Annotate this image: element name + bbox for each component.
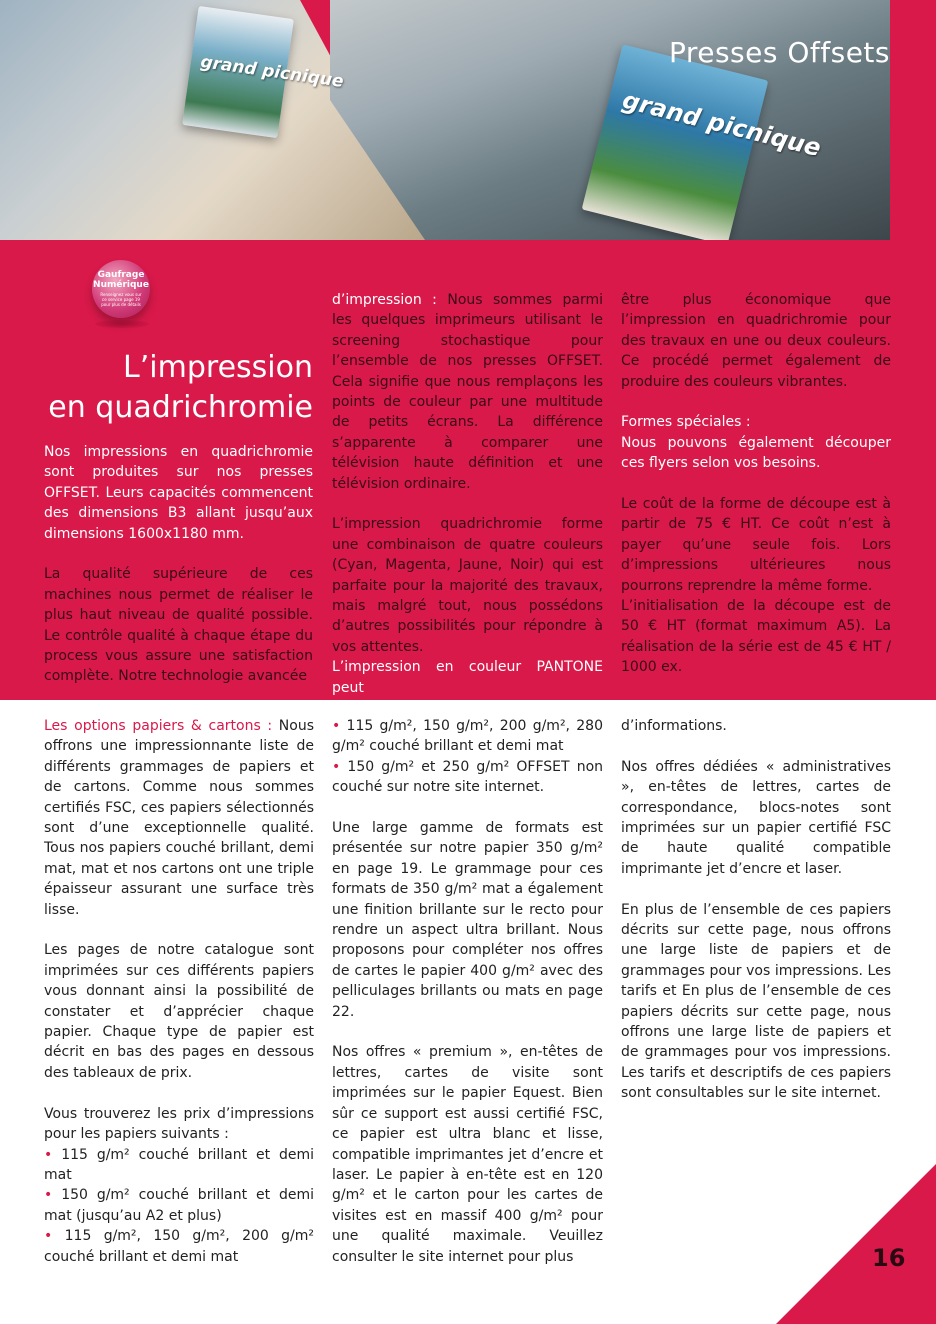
catalogue-paragraph: Les pages de notre catalogue sont imprimées sur ces différents papiers vous donnant ainsi la possibilité de constater et d’apprécier chaque papier. Chaque type de papier est décrit en bas des pages en dessous des tableaux de prix.	[44, 942, 314, 1081]
title-line2: en quadrichromie	[48, 390, 313, 425]
cutting-cost-paragraph: Le coût de la forme de découpe est à partir de 75 € HT. Ce coût n’est à payer qu’une seule fois. Lors d’impressions ultérieures nous pourrons reprendre la même forme.	[621, 496, 891, 594]
badge-small-text: Renseignez vous sur ce service page 19 pour plus de détails	[100, 292, 142, 307]
column-2-white	[332, 716, 603, 1267]
title-line1: L’impression	[123, 350, 313, 385]
badge-line1: Gaufrage	[97, 270, 145, 280]
photo-left-caption: grand picnique	[199, 52, 345, 92]
quadri-paragraph: L’impression quadrichromie forme une combinaison de quatre couleurs (Cyan, Magenta, Jaune, Noir) qui est parfaite pour la majorité des travaux, mais malgré tout, nous possédons d’autres possibilités pour répondre à vos attentes.	[332, 516, 603, 655]
prices-intro: Vous trouverez les prix d’impressions pour les papiers suivants :	[44, 1105, 314, 1143]
badge-shadow	[95, 320, 149, 328]
premium-paragraph: Nos offres « premium », en-têtes de lettres, cartes de visite sont imprimées sur le papier Equest. Bien sûr ce support est aussi certifié FSC, ce papier est ultra blanc et lisse, compatible imprimantes jet d’encre et laser. Le papier à en-tête est en 120 g/m² et le carton pour les cartes de visites est en massif 400 g/m² pour une qualité maximale. Veuillez consulter le site internet pour plus	[332, 1044, 603, 1265]
paper-bullet	[44, 1185, 314, 1226]
more-papers-paragraph: En plus de l’ensemble de ces papiers décrits sur cette page, nous offrons une large liste de papiers et de grammages pour vos impressions. Les tarifs et En plus de l’ensemble de ces papiers décrits sur cette page, nous offrons une large liste de papiers et de grammages pour vos impressions. Les tarifs et descriptifs de ces papiers sont consultables sur le site internet.	[621, 901, 891, 1102]
column-1-red	[44, 442, 313, 687]
screening-lead: d’impression :	[332, 292, 437, 308]
pantone-continued: être plus économique que l’impression en quadrichromie pour des travaux en une ou deux couleurs. Ce procédé permet également de produire des couleurs vibrantes.	[621, 292, 891, 390]
page-number: 16	[872, 1244, 906, 1272]
bullet-icon: •	[44, 1146, 53, 1163]
paper-bullet	[332, 757, 603, 798]
pantone-paragraph: L’impression en couleur PANTONE peut	[332, 659, 603, 696]
badge-line2: Numérique	[93, 280, 149, 290]
bullet-text: 115 g/m² couché brillant et demi mat	[44, 1146, 315, 1183]
bullet-text: 115 g/m², 150 g/m², 200 g/m², 280 g/m² couché brillant et demi mat	[332, 718, 604, 755]
column-1-white	[44, 716, 314, 1267]
paper-bullet	[44, 1145, 314, 1186]
photo-right-caption: grand picnique	[619, 85, 824, 163]
column-3-white	[621, 716, 891, 1104]
paper-options-text: Nous offrons une impressionnante liste de différents grammages de papiers et de cartons. Comme nous sommes certifiés FSC, ces papiers sélectionnés sont d’une exceptionnelle qualité. Tous nos papiers couché brillant, demi mat, mat et nos cartons ont une triple épaisseur assurant une surface très lisse.	[44, 718, 314, 918]
administrative-paragraph: Nos offres dédiées « administratives », en-têtes de lettres, cartes de correspondance, blocs-notes sont imprimées sur un papier certifié FSC de haute qualité compatible imprimante jet d’encre et laser.	[621, 758, 891, 877]
paper-options-lead: Les options papiers & cartons :	[44, 718, 273, 734]
corner-decoration	[776, 1164, 936, 1324]
intro-paragraph: Nos impressions en quadrichromie sont produites sur nos presses OFFSET. Leurs capacités commencent des dimensions B3 allant jusqu’aux dimensions 1600x1180 mm.	[44, 444, 313, 542]
formats-paragraph: Une large gamme de formats est présentée sur notre papier 350 g/m² en page 19. Le grammage pour ces formats de 350 g/m² mat a également une finition brillante sur le recto pour rendre un aspect ultra brillant. Nous proposons pour compléter nos offres de cartes le papier 400 g/m² avec des pelliculages brillants ou mats en page 22.	[332, 820, 603, 1020]
gaufrage-badge	[92, 260, 150, 318]
bullet-text: 115 g/m², 150 g/m², 200 g/m² couché brillant et demi mat	[44, 1228, 314, 1265]
cutting-init-paragraph: L’initialisation de la découpe est de 50 € HT (format maximum A5). La réalisation de la série est de 45 € HT / 1000 ex.	[621, 598, 891, 676]
bullet-text: 150 g/m² couché brillant et demi mat (jusqu’au A2 et plus)	[44, 1187, 315, 1224]
informations-text: d’informations.	[621, 718, 727, 734]
bullet-icon: •	[332, 758, 341, 775]
page-title	[44, 348, 313, 428]
bullet-icon: •	[44, 1187, 53, 1204]
paper-bullet	[44, 1226, 314, 1267]
bullet-icon: •	[332, 718, 341, 734]
section-title: Presses Offsets	[668, 36, 890, 69]
column-3-red	[621, 290, 891, 678]
special-shapes-heading: Formes spéciales :	[621, 414, 751, 431]
special-shapes-text: Nous pouvons également découper ces flyers selon vos besoins.	[621, 434, 891, 472]
bullet-text: 150 g/m² et 250 g/m² OFFSET non couché sur notre site internet.	[332, 758, 604, 796]
column-2-red	[332, 290, 603, 698]
bullet-icon: •	[44, 1228, 53, 1245]
screening-text: Nous sommes parmi les quelques imprimeurs utilisant le screening stochastique pour l’ensemble de nos presses OFFSET. Cela signifie que nous remplaçons les points de couleur par une multitude de petits écrans. La différence s’apparente à comparer une télévision haute définition et une télévision ordinaire.	[332, 292, 603, 492]
quality-paragraph: La qualité supérieure de ces machines nous permet de réaliser le plus haut niveau de qualité possible. Le contrôle qualité à chaque étape du process vous assure une satisfaction complète. Notre technologie avancée	[44, 566, 313, 685]
screening-paragraph	[332, 290, 603, 494]
paper-options-paragraph	[44, 716, 314, 920]
paper-bullet	[332, 716, 603, 757]
